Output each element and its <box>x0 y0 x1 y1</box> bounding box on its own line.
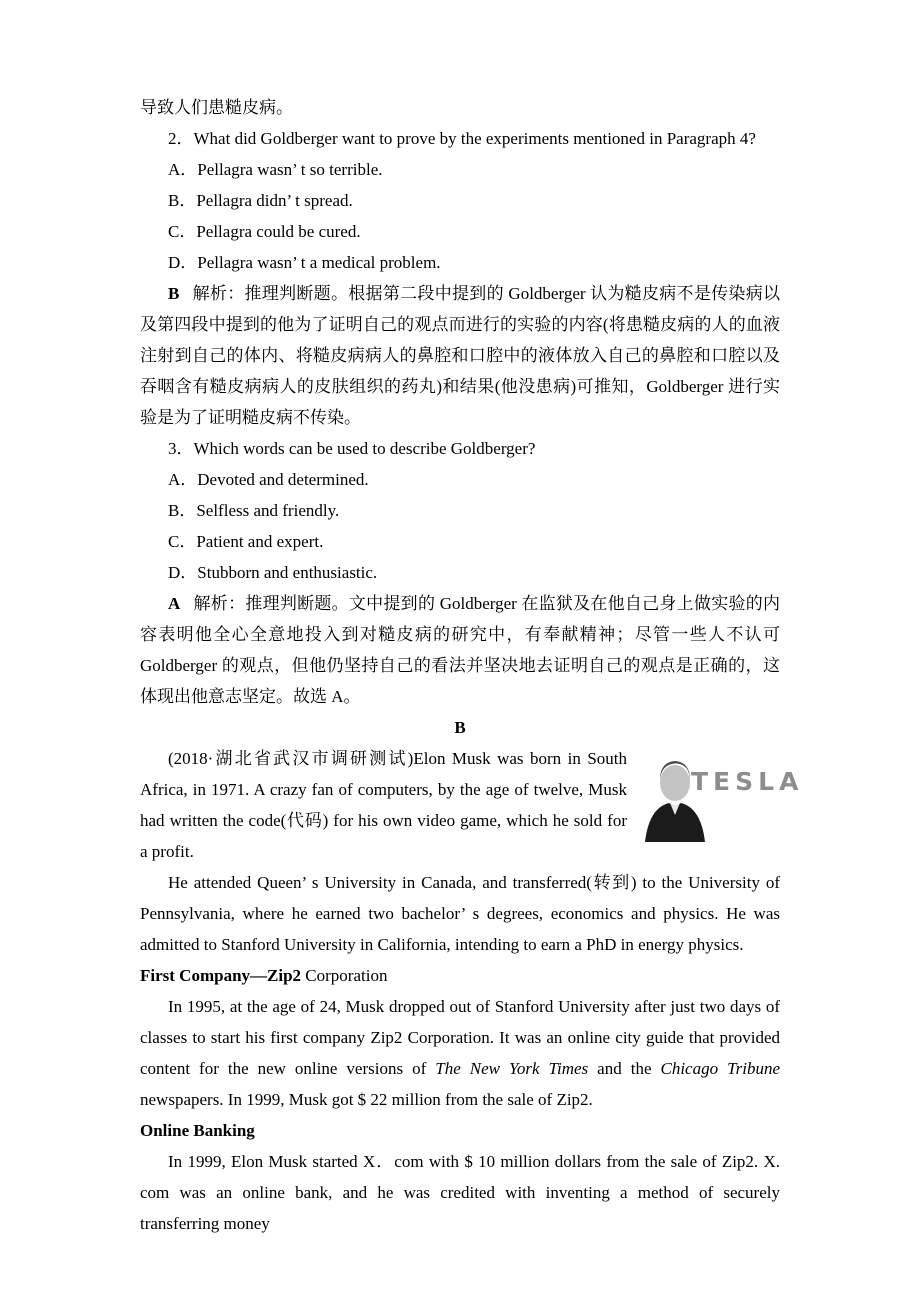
heading-first-company-rest: Corporation <box>301 966 388 985</box>
paragraph-continuation: 导致人们患糙皮病。 <box>140 98 293 117</box>
question-2-answer-letter: B <box>168 284 180 303</box>
question-2-option-a: A．Pellagra wasn’ t so terrible. <box>168 160 383 179</box>
heading-first-company-bold: First Company—Zip2 <box>140 966 302 985</box>
newspaper-title-chicago-tribune: Chicago Tribune <box>660 1059 781 1078</box>
musk-paragraph-3-text-2: newspapers. In 1999, Musk got $ 22 million from the sale of Zip2. <box>140 1090 593 1109</box>
musk-paragraph-4: In 1999, Elon Musk started X．com with $ 10 million dollars from the sale of Zip2. X. com was an online bank, and he was credited with inventing a method of securely transferring money <box>140 1152 780 1233</box>
question-3-answer-letter: A <box>168 594 181 613</box>
question-2-stem: 2．What did Goldberger want to prove by the experiments mentioned in Paragraph 4? <box>168 129 756 148</box>
musk-paragraph-1 <box>140 743 804 867</box>
question-2-analysis <box>140 278 780 433</box>
elon-musk-photo <box>639 746 804 842</box>
heading-online-banking: Online Banking <box>140 1121 255 1140</box>
question-3-option-c: C．Patient and expert. <box>168 532 324 551</box>
question-3-analysis <box>140 588 780 712</box>
newspaper-title-nyt: The New York Times <box>435 1059 589 1078</box>
musk-paragraph-2: He attended Queen’ s University in Canada, and transferred(转到) to the University of Pennsylvania, where he earned two bachelor’ s degrees, economics and physics. He was admitted to Stanford University in California, intending to earn a PhD in energy physics. <box>140 873 780 954</box>
question-2-option-c: C．Pellagra could be cured. <box>168 222 361 241</box>
question-3-option-d: D．Stubborn and enthusiastic. <box>168 563 378 582</box>
musk-paragraph-3-text-1: and the <box>588 1059 661 1078</box>
question-2-analysis-text: 解析：推理判断题。根据第二段中提到的 Goldberger 认为糙皮病不是传染病以及第四段中提到的他为了证明自己的观点而进行的实验的内容(将患糙皮病的人的血液注射到自己的体内、将糙皮病病人的鼻腔和口腔中的液体放入自己的鼻腔和口腔以及吞咽含有糙皮病病人的皮肤组织的药丸)和结果(他没患病)可推知，Goldberger 进行实验是为了证明糙皮病不传染。 <box>140 284 780 427</box>
photo-head <box>660 765 690 801</box>
section-b-label: B <box>454 718 466 737</box>
tesla-logo: TESLA <box>691 767 804 796</box>
question-2-option-b: B．Pellagra didn’ t spread. <box>168 191 353 210</box>
question-3-stem: 3．Which words can be used to describe Goldberger? <box>168 439 536 458</box>
heading-first-company <box>140 960 780 991</box>
musk-paragraph-3 <box>140 991 780 1115</box>
question-3-option-a: A．Devoted and determined. <box>168 470 369 489</box>
musk-paragraph-3-text-0: In 1995, at the age of 24, Musk dropped out of Stanford University after just two days of classes to start his first company Zip2 Corporation. It was an online city guide that provided content for the new online versions of <box>140 997 780 1078</box>
musk-paragraph-1-text: (2018·湖北省武汉市调研测试)Elon Musk was born in South Africa, in 1971. A crazy fan of computers, by the age of twelve, Musk had written the code(代码) for his own video game, which he sold for a profit. <box>140 749 627 861</box>
elon-musk-tesla-image <box>639 746 804 842</box>
question-3-analysis-text: 解析：推理判断题。文中提到的 Goldberger 在监狱及在他自己身上做实验的内容表明他全心全意地投入到对糙皮病的研究中，有奉献精神；尽管一些人不认可 Goldberger 的观点，但他仍坚持自己的看法并坚决地去证明自己的观点是正确的，这体现出他意志坚定。故选 A。 <box>140 594 780 706</box>
question-3-option-b: B．Selfless and friendly. <box>168 501 340 520</box>
question-2-option-d: D．Pellagra wasn’ t a medical problem. <box>168 253 441 272</box>
